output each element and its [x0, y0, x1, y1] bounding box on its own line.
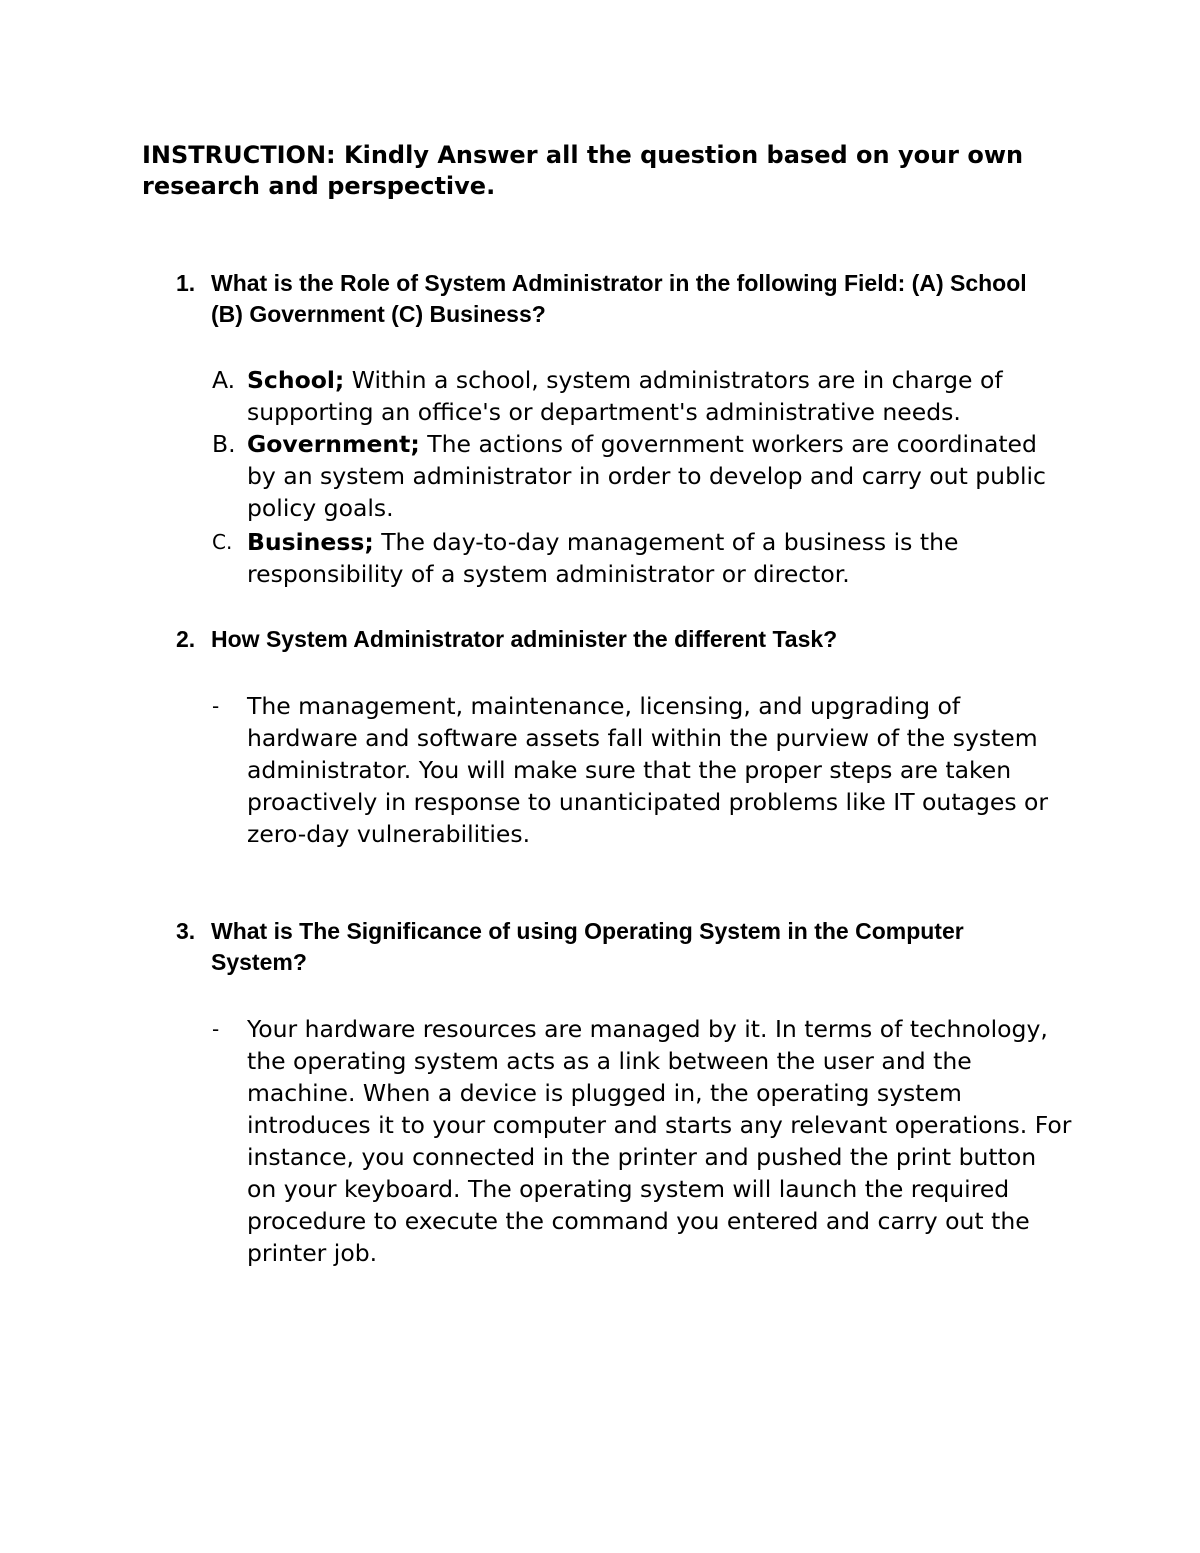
instruction-text: INSTRUCTION: Kindly Answer all the question based on your own research and perspective.: [142, 141, 1024, 200]
answer-item-business: [212, 526, 1072, 590]
list-marker: -: [212, 1017, 220, 1041]
question-text: What is The Significance of using Operating System in the Computer System?: [211, 918, 964, 975]
list-marker: A.: [212, 366, 236, 394]
question-3: [176, 916, 1056, 978]
question-number: 3.: [176, 918, 196, 944]
answer-text: The day-to-day management of a business is the responsibility of a system administrator or director.: [247, 528, 959, 588]
question-text: What is the Role of System Administrator in the following Field: (A) School (B) Government (C) Business?: [211, 270, 1027, 327]
answer-item-task: [212, 690, 1072, 850]
answer-item-government: [212, 428, 1072, 524]
question-text: How System Administrator administer the different Task?: [211, 626, 838, 652]
answer-term: School;: [247, 366, 345, 394]
question-number: 1.: [176, 270, 196, 296]
answer-body: [247, 364, 1072, 428]
list-marker: -: [212, 694, 220, 718]
answer-term: Government;: [247, 430, 420, 458]
list-marker: B.: [212, 430, 236, 458]
question-2: [176, 624, 1056, 655]
question-number: 2.: [176, 626, 196, 652]
answer-item-school: [212, 364, 1072, 428]
question-1: [176, 268, 1056, 330]
answer-text: Within a school, system administrators are in charge of supporting an office's or department's administrative needs.: [247, 366, 1003, 426]
answer-body: [247, 428, 1072, 524]
answer-text: The management, maintenance, licensing, and upgrading of hardware and software assets fall within the purview of the system administrator. You will make sure that the proper steps are taken proactively in response to unanticipated problems like IT outages or zero-day vulnerabilities.: [247, 692, 1049, 848]
answer-text: Your hardware resources are managed by it. In terms of technology, the operating system acts as a link between the user and the machine. When a device is plugged in, the operating system introduces it to your computer and starts any relevant operations. For instance, you connected in the printer and pushed the print button on your keyboard. The operating system will launch the required procedure to execute the command you entered and carry out the printer job.: [247, 1015, 1072, 1267]
answer-item-os: [212, 1013, 1072, 1269]
answer-body: [247, 526, 1072, 590]
answer-term: Business;: [247, 528, 374, 556]
answer-text: The actions of government workers are coordinated by an system administrator in order to develop and carry out public policy goals.: [247, 430, 1046, 522]
list-marker: C.: [212, 530, 233, 554]
